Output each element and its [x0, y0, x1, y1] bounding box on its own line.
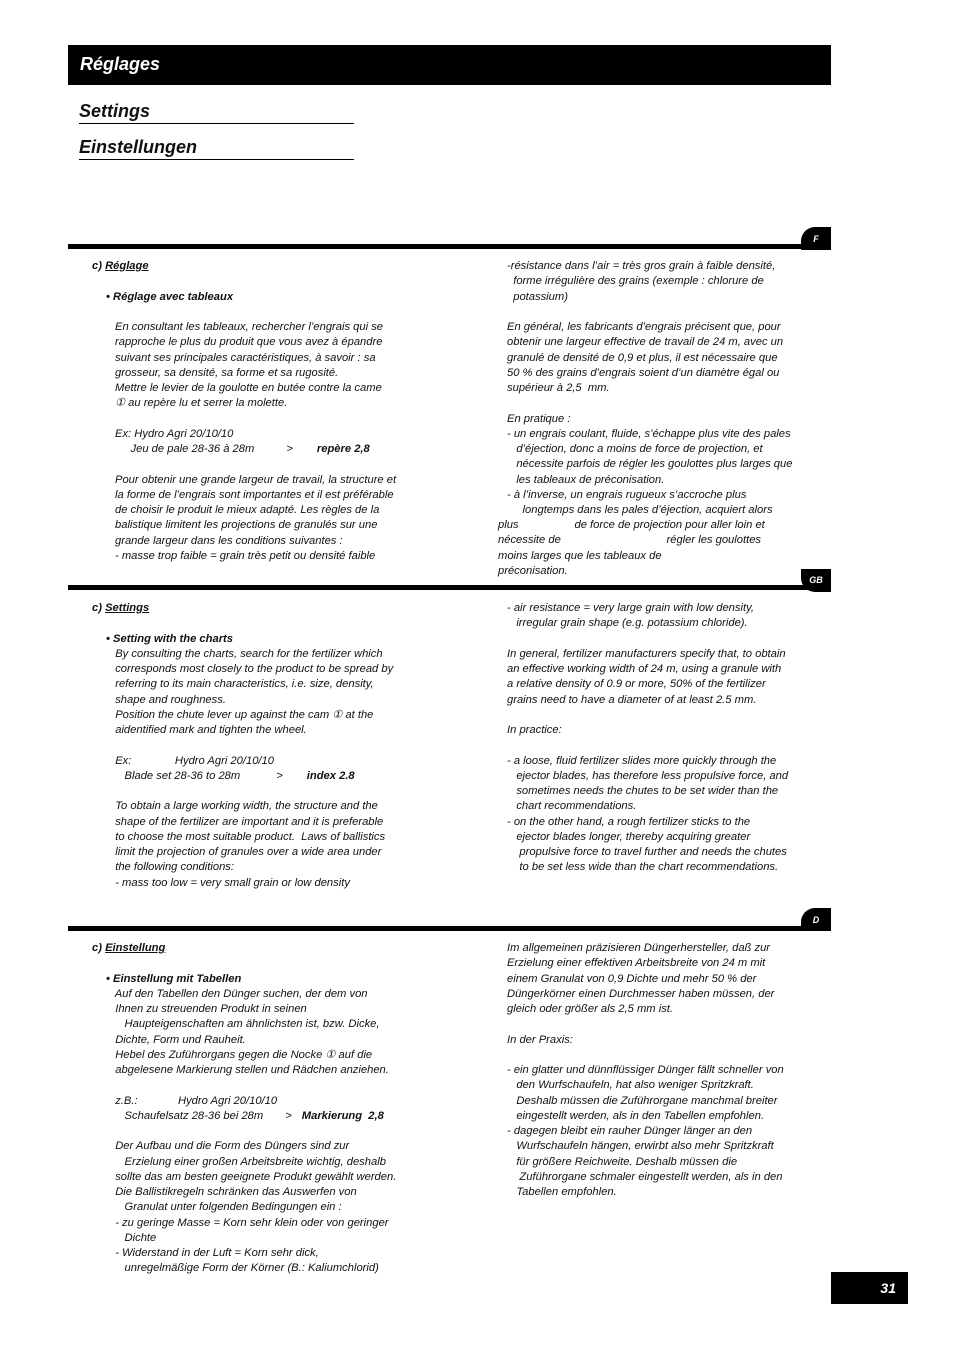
fr-example-label: Jeu de pale 28-36 à 28m: [115, 443, 255, 455]
gb-right-line: a relative density of 0.9 or more, 50% of the fertilizer: [507, 678, 766, 691]
gb-left-line: the following conditions:: [109, 861, 235, 874]
fr-left-line: suivant ses principales caractéristiques, à savoir : sa: [115, 351, 376, 364]
gb-example-line: [109, 769, 432, 784]
fr-left-line: balistique limitent les projections de granulés sur une: [115, 519, 378, 532]
fr-right-line: nécessite de régler les goulottes: [498, 534, 762, 547]
gb-right-line: - a loose, fluid fertilizer slides more quickly through the: [507, 754, 777, 767]
fr-right-tail: [498, 518, 818, 579]
fr-right-line: En général, les fabricants d’engrais précisent que, pour: [507, 321, 781, 333]
de-example-arrow: >: [285, 1109, 292, 1122]
de-right-line: eingestellt werden, als in den Tabellen empfohlen.: [507, 1109, 765, 1122]
de-left-line: sollte das am besten geeignete Produkt gewählt werden.: [109, 1170, 397, 1183]
gb-right-line: propulsive force to travel further and needs the chutes: [507, 846, 787, 858]
gb-left-line: Ex: Hydro Agri 20/10/10: [109, 754, 274, 767]
fr-left-line: Ex: Hydro Agri 20/10/10: [115, 427, 234, 440]
fr-left-line: grosseur, sa densité, sa forme et sa rugosité.: [115, 366, 339, 379]
gb-bullet: • Setting with the charts: [106, 632, 233, 645]
fr-left-line: rapproche le plus du produit que vous avez à épandre: [115, 336, 383, 349]
fr-right-line: longtemps dans les pales d’éjection, acquiert alors: [507, 504, 773, 516]
gb-right-line: sometimes needs the chutes to be set wider than the: [507, 785, 779, 797]
gb-left-line: to choose the most suitable product. Laws of ballistics: [109, 830, 386, 843]
fr-right-line: forme irrégulière des grains (exemple : chlorure de: [507, 275, 764, 288]
gb-left-line: [109, 784, 432, 799]
de-right-line: einem Granulat von 0,9 Dichte und mehr 50 % der: [507, 972, 757, 985]
de-right-line: - ein glatter und dünnflüssiger Dünger fällt schneller von: [507, 1064, 784, 1076]
de-right-line: [507, 1017, 817, 1032]
gb-example-label: Blade set 28-36 to 28m: [109, 769, 241, 782]
fr-left-line: - masse trop faible = grain très petit ou densité faible: [115, 549, 376, 562]
de-example-line: [109, 1109, 432, 1124]
gb-left-line: By consulting the charts, search for the fertilizer which: [109, 647, 383, 660]
gb-example-arrow: >: [276, 769, 283, 782]
fr-right-line: nécessite parfois de régler les goulottes plus larges que: [507, 458, 793, 471]
de-right-line: [507, 1048, 817, 1063]
de-heading-prefix: c): [92, 942, 106, 954]
section-rule-fr: [68, 244, 831, 249]
gb-right-line: In general, fertilizer manufacturers specify that, to obtain: [507, 647, 786, 660]
de-left-line: Dichte: [109, 1231, 157, 1244]
badge-fr: F: [801, 227, 831, 250]
fr-right-line: -résistance dans l’air = très gros grain à faible densité,: [507, 260, 776, 272]
de-left-line: Haupteigenschaften am ähnlichsten ist, bzw. Dicke,: [109, 1018, 380, 1031]
gb-right-line: [507, 738, 817, 753]
fr-right-line: obtenir une largeur effective de travail de 24 m, avec un: [507, 336, 784, 349]
badge-d: D: [801, 908, 831, 931]
subtitle-settings: Settings: [79, 101, 354, 124]
gb-right-column: [507, 601, 817, 876]
fr-right-line: potassium): [507, 290, 568, 303]
fr-heading-prefix: c): [92, 260, 106, 272]
fr-left-body: [92, 305, 432, 564]
fr-left-line: Mettre le levier de la goulotte en butée contre la came: [115, 382, 382, 394]
de-left-line: Erzielung einer großen Arbeitsbreite wichtig, deshalb: [109, 1155, 386, 1168]
gb-heading: Settings: [105, 602, 150, 614]
de-left-line: Hebel des Zuführorgans gegen die Nocke ① auf die: [109, 1048, 373, 1061]
gb-left-line: limit the projection of granules over a wide area under: [109, 846, 382, 858]
fr-right-column: [507, 259, 817, 518]
de-left-line: abgelesene Markierung stellen und Rädchen anziehen.: [109, 1064, 389, 1076]
page-title: Réglages: [80, 54, 161, 74]
fr-right-line: [507, 305, 817, 320]
gb-example-value: index 2.8: [306, 769, 355, 782]
gb-left-line: referring to its main characteristics, i.e. size, density,: [109, 678, 374, 691]
fr-right-line: En pratique :: [507, 412, 571, 425]
de-right-line: Zuführorgane schmaler eingestellt werden, als in den: [507, 1170, 783, 1183]
de-left-line: unregelmäßige Form der Körner (B.: Kaliumchlorid): [109, 1262, 379, 1275]
gb-left-column: [92, 601, 432, 891]
de-left-body: [92, 987, 432, 1277]
fr-right-line: granulé de densité de 0,9 et plus, il est nécessaire que: [507, 351, 778, 364]
fr-right-line: - à l’inverse, un engrais rugueux s’accroche plus: [507, 488, 747, 501]
de-left-line: z.B.: Hydro Agri 20/10/10: [109, 1094, 278, 1107]
badge-gb: GB: [801, 569, 831, 592]
gb-left-line: shape of the fertilizer are important and it is preferable: [109, 815, 384, 828]
gb-right-line: - air resistance = very large grain with low density,: [507, 602, 754, 614]
gb-left-line: Position the chute lever up against the cam ① at the: [109, 708, 374, 721]
de-left-line: Die Ballistikregeln schränken das Auswerfen von: [109, 1186, 357, 1198]
fr-left-column: [92, 259, 432, 564]
section-rule-d: [68, 926, 831, 931]
fr-right-line: - un engrais coulant, fluide, s’échappe plus vite des pales: [507, 427, 791, 440]
de-left-line: Dichte, Form und Rauheit.: [109, 1033, 246, 1046]
de-left-line: [109, 1124, 432, 1139]
gb-left-line: To obtain a large working width, the structure and the: [109, 800, 378, 813]
gb-right-line: In practice:: [507, 724, 562, 736]
de-right-line: - dagegen bleibt ein rauher Dünger länger an den: [507, 1125, 753, 1137]
gb-right-line: [507, 708, 817, 723]
fr-right-line: moins larges que les tableaux de: [498, 549, 662, 562]
gb-left-line: shape and roughness.: [109, 693, 226, 706]
de-left-line: [109, 1078, 432, 1093]
fr-right-line: supérieur à 2,5 mm.: [507, 382, 610, 394]
fr-example-value: repère 2,8: [316, 443, 370, 455]
fr-example-line: [115, 442, 432, 457]
gb-right-line: [507, 632, 817, 647]
de-right-line: Düngerkörner einen Durchmesser haben müssen, der: [507, 987, 775, 1000]
de-heading: Einstellung: [105, 942, 166, 954]
fr-example-arrow: >: [286, 443, 293, 455]
fr-right-line: préconisation.: [498, 564, 568, 577]
de-right-line: gleich oder größer als 2,5 mm ist.: [507, 1003, 674, 1015]
fr-bullet: • Réglage avec tableaux: [106, 290, 234, 303]
fr-left-line: la forme de l’engrais sont importantes et il est préférable: [115, 488, 394, 501]
de-left-line: Der Aufbau und die Form des Düngers sind zur: [109, 1140, 350, 1153]
de-right-line: den Wurfschaufeln, hat also weniger Spritzkraft.: [507, 1079, 754, 1092]
gb-right-line: chart recommendations.: [507, 800, 637, 813]
gb-heading-prefix: c): [92, 602, 106, 614]
de-right-line: Wurfschaufeln hängen, erwirbt also mehr Spritzkraft: [507, 1140, 774, 1153]
gb-right-line: grains need to have a diameter of at least 2.5 mm.: [507, 693, 757, 706]
page-number: 31: [831, 1272, 908, 1304]
gb-left-line: corresponds most closely to the product to be spread by: [109, 663, 394, 675]
de-bullet: • Einstellung mit Tabellen: [106, 972, 242, 985]
gb-left-line: [109, 738, 432, 753]
gb-right-line: irregular grain shape (e.g. potassium chloride).: [507, 617, 748, 630]
fr-left-line: ① au repère lu et serrer la molette.: [115, 397, 288, 410]
fr-left-line: [115, 457, 432, 472]
gb-left-line: - mass too low = very small grain or low density: [109, 876, 350, 889]
de-left-line: Ihnen zu streuenden Produkt in seinen: [109, 1003, 307, 1015]
fr-right-line: [507, 396, 817, 411]
section-rule-gb: [68, 585, 831, 590]
de-left-line: Auf den Tabellen den Dünger suchen, der dem von: [109, 987, 368, 1000]
de-left-column: [92, 941, 432, 1277]
de-right-line: In der Praxis:: [507, 1033, 573, 1046]
de-right-line: Deshalb müssen die Zuführorgane manchmal breiter: [507, 1094, 778, 1107]
gb-right-line: to be set less wide than the chart recommendations.: [507, 861, 779, 874]
fr-right-line: plus de force de projection pour aller loin et: [498, 519, 765, 531]
subtitle-einstellungen: Einstellungen: [79, 137, 354, 160]
header-bar: [68, 45, 831, 85]
fr-right-line: les tableaux de préconisation.: [507, 473, 665, 486]
fr-right-line: 50 % des grains d’engrais soient d’un diamètre égal ou: [507, 366, 780, 379]
gb-right-line: ejector blades longer, thereby acquiring greater: [507, 830, 751, 843]
de-left-line: Granulat unter folgenden Bedingungen ein :: [109, 1201, 342, 1214]
fr-left-line: En consultant les tableaux, rechercher l’engrais qui se: [115, 321, 384, 333]
fr-left-line: de choisir le produit le mieux adapté. Les règles de la: [115, 504, 380, 516]
fr-right-line: d’éjection, donc a moins de force de projection, et: [507, 443, 763, 455]
fr-left-line: Pour obtenir une grande largeur de travail, la structure et: [115, 473, 397, 486]
de-right-line: für größere Reichweite. Deshalb müssen die: [507, 1155, 738, 1168]
fr-heading: Réglage: [105, 260, 149, 272]
de-right-line: Im allgemeinen präzisieren Düngerhersteller, daß zur: [507, 942, 771, 954]
gb-left-line: aidentified mark and tighten the wheel.: [109, 724, 307, 736]
de-right-line: Erzielung einer effektiven Arbeitsbreite von 24 m mit: [507, 957, 766, 970]
de-example-label: Schaufelsatz 28-36 bei 28m: [109, 1109, 264, 1122]
de-left-line: - Widerstand in der Luft = Korn sehr dick,: [109, 1247, 319, 1259]
gb-right-line: ejector blades, has therefore less propulsive force, and: [507, 769, 789, 782]
fr-left-line: [115, 412, 432, 427]
de-example-value: Markierung 2,8: [301, 1109, 384, 1122]
de-right-line: Tabellen empfohlen.: [507, 1186, 617, 1198]
gb-right-line: - on the other hand, a rough fertilizer sticks to the: [507, 815, 751, 828]
de-left-line: - zu geringe Masse = Korn sehr klein oder von geringer: [109, 1216, 389, 1229]
gb-left-body: [92, 647, 432, 891]
de-right-column: [507, 941, 817, 1200]
fr-left-line: grande largeur dans les conditions suivantes :: [115, 534, 343, 547]
gb-right-line: an effective working width of 24 m, using a granule with: [507, 663, 782, 675]
fr-left-line: [115, 305, 432, 320]
